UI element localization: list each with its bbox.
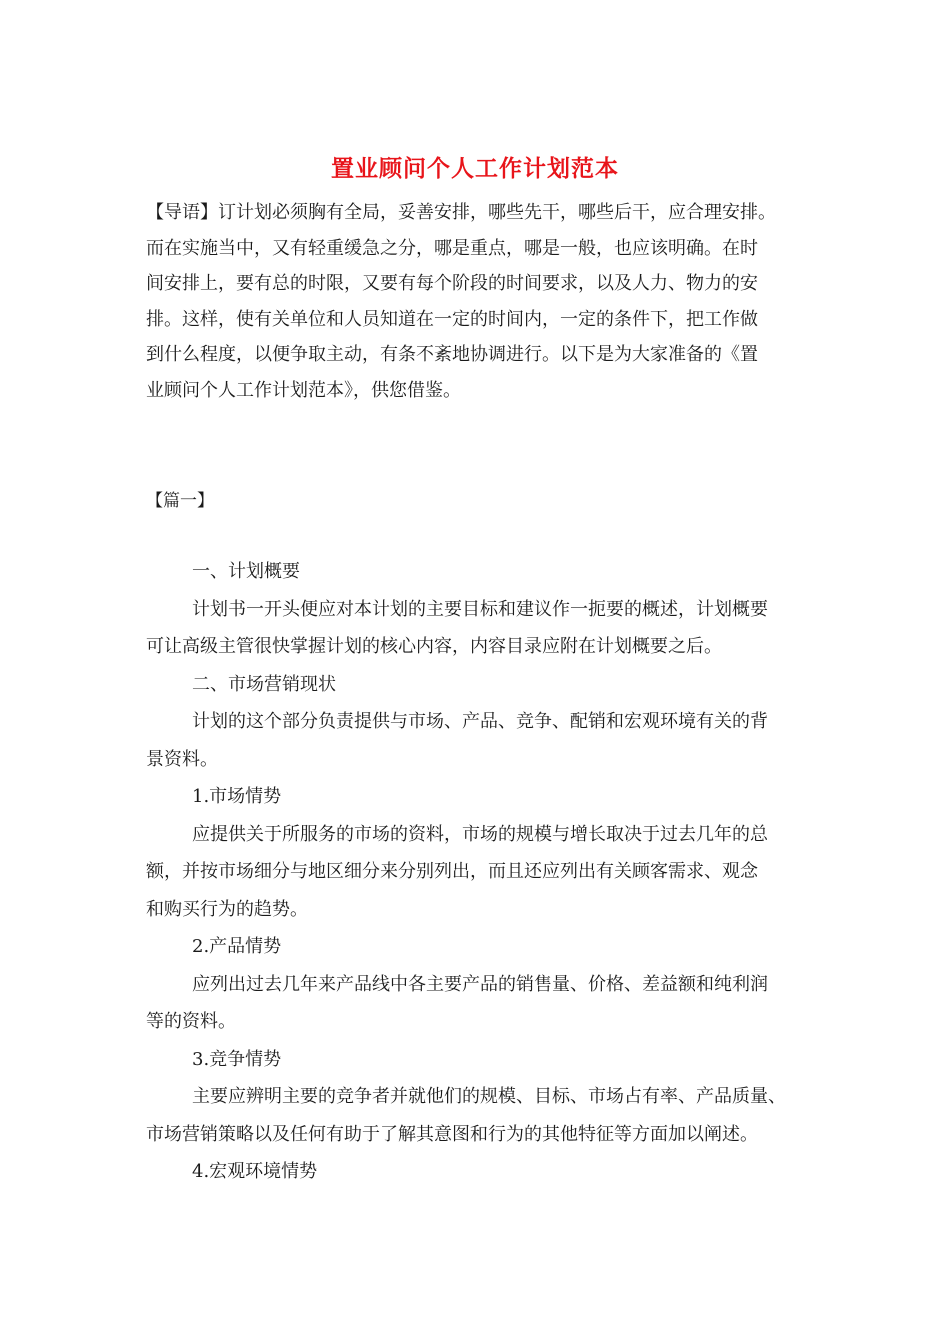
intro-line: 间安排上，要有总的时限，又要有每个阶段的时间要求，以及人力、物力的安 <box>146 273 758 294</box>
body-line: 1.市场情势 <box>192 786 282 807</box>
body-line: 景资料。 <box>146 748 218 770</box>
intro-line: 业顾问个人工作计划范本》，供您借鉴。 <box>146 379 461 401</box>
body-line: 可让高级主管很快掌握计划的核心内容，内容目录应附在计划概要之后。 <box>146 636 722 657</box>
body-line: 一、计划概要 <box>192 561 300 582</box>
intro-line: 排。这样，使有关单位和人员知道在一定的时间内，一定的条件下，把工作做 <box>146 308 758 330</box>
body-line: 市场营销策略以及任何有助于了解其意图和行为的其他特征等方面加以阐述。 <box>146 1123 758 1145</box>
body-line: 主要应辨明主要的竞争者并就他们的规模、目标、市场占有率、产品质量、 <box>192 1086 786 1107</box>
body-line: 3.竞争情势 <box>192 1048 282 1070</box>
body-line: 2.产品情势 <box>192 936 282 957</box>
body-line: 计划的这个部分负责提供与市场、产品、竞争、配销和宏观环境有关的背 <box>192 711 768 732</box>
intro-paragraph <box>146 195 811 408</box>
body-line: 额，并按市场细分与地区细分来分别列出，而且还应列出有关顾客需求、观念 <box>146 861 758 882</box>
body-line: 等的资料。 <box>146 1011 236 1032</box>
body-line: 二、市场营销现状 <box>192 673 336 695</box>
body-line: 和购买行为的趋势。 <box>146 898 308 920</box>
body-text <box>146 553 826 1191</box>
document-title: 置业顾问个人工作计划范本 <box>331 155 619 182</box>
body-line: 计划书一开头便应对本计划的主要目标和建议作一扼要的概述，计划概要 <box>192 598 768 620</box>
body-line: 应提供关于所服务的市场的资料，市场的规模与增长取决于过去几年的总 <box>192 823 768 845</box>
intro-line: 而在实施当中，又有轻重缓急之分，哪是重点，哪是一般，也应该明确。在时 <box>146 237 758 259</box>
body-line: 应列出过去几年来产品线中各主要产品的销售量、价格、差益额和纯利润 <box>192 973 768 995</box>
body-line: 4.宏观环境情势 <box>192 1161 318 1182</box>
intro-line: 【导语】订计划必须胸有全局，妥善安排，哪些先干，哪些后干，应合理安排。 <box>146 202 776 223</box>
section-heading: 【篇一】 <box>146 491 214 511</box>
intro-line: 到什么程度，以便争取主动，有条不紊地协调进行。以下是为大家准备的《置 <box>146 344 758 365</box>
